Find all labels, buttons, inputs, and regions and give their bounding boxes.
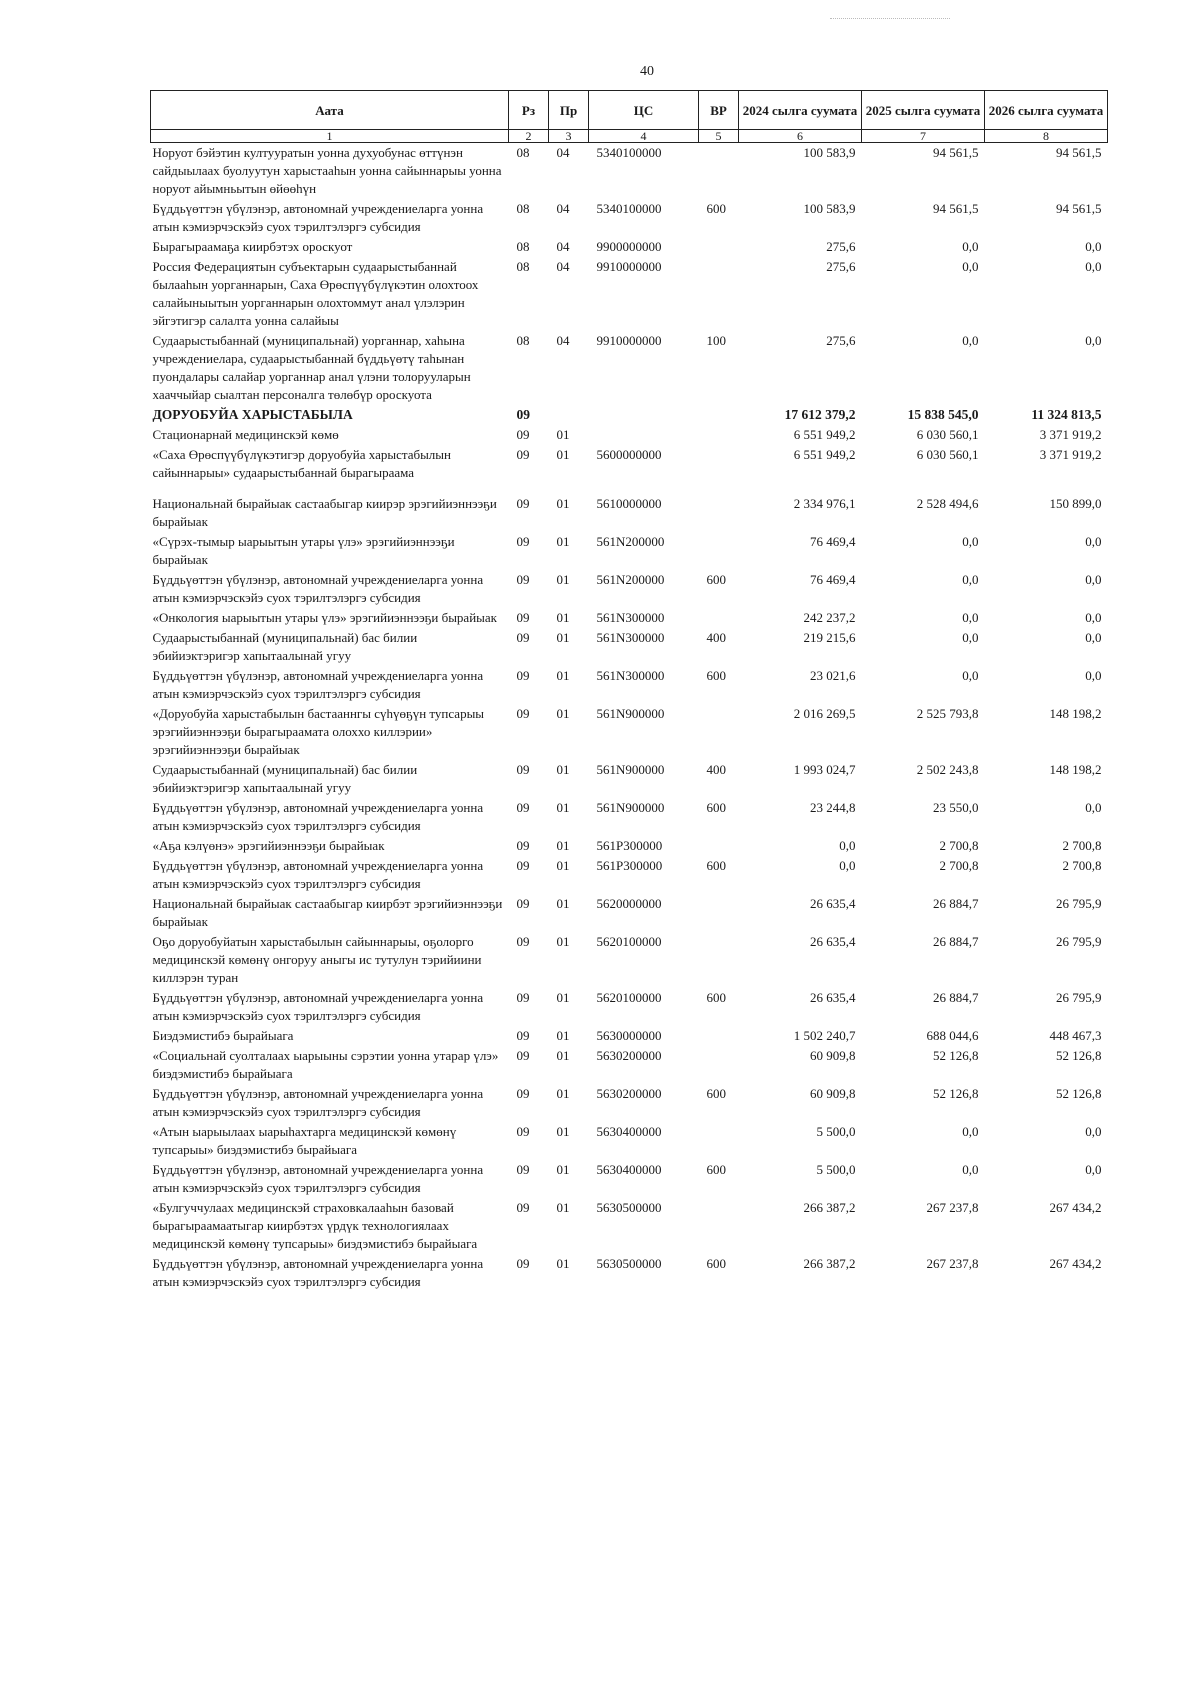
row-name: Бүддьүөттэн үбүлэнэр, автономнай учреждениеларга уонна атын кэмиэрчэскэйэ суох тэрилтэлэргэ субсидия [152,201,484,234]
row-amount-2026: 0,0 [1085,534,1102,549]
row-vr: 400 [706,630,726,645]
row-rz: 08 [516,145,530,160]
row-rz: 09 [516,706,530,721]
row-vr [699,143,739,200]
table-row [151,532,1108,570]
row-rz: 09 [516,668,530,683]
row-cs: 561N900000 [596,706,665,721]
row-amount-2025: 2 525 793,8 [916,706,979,721]
row-amount-2025: 0,0 [962,1124,979,1139]
row-pr: 01 [556,762,570,777]
row-amount-2025: 2 502 243,8 [916,762,979,777]
row-amount-2025: 267 237,8 [926,1200,979,1215]
row-name: Судаарыстыбаннай (муниципальнай) бас билии эбийиэктэригэр хапытаалынай угуу [152,630,418,663]
row-name: Бүддьүөттэн үбүлэнэр, автономнай учреждениеларга уонна атын кэмиэрчэскэйэ суох тэрилтэлэргэ субсидия [152,1086,484,1119]
row-pr: 01 [556,1048,570,1063]
row-pr: 01 [556,896,570,911]
table-section-row [151,405,1108,425]
row-amount-2024: 1 502 240,7 [793,1028,856,1043]
header-vr: ВР [699,91,739,130]
row-pr: 04 [556,201,570,216]
row-pr: 01 [556,858,570,873]
row-amount-2026: 52 126,8 [1056,1048,1102,1063]
row-name: Национальнай бырайыак састаабыгар киирбэт эрэгийиэннээҕи бырайыак [152,896,503,929]
row-pr: 01 [556,496,570,511]
row-rz: 09 [516,1028,530,1043]
row-rz: 09 [516,1086,530,1101]
table-row [151,836,1108,856]
table-row [151,257,1108,331]
row-cs: 5630500000 [596,1200,662,1215]
table-row [151,666,1108,704]
row-pr: 01 [556,706,570,721]
row-vr [699,405,739,425]
row-pr: 01 [556,934,570,949]
table-row [151,988,1108,1026]
row-amount-2025: 688 044,6 [926,1028,979,1043]
row-rz: 09 [516,858,530,873]
row-pr: 01 [556,1086,570,1101]
table-row [151,760,1108,798]
table-row [151,894,1108,932]
row-amount-2024: 60 909,8 [810,1048,856,1063]
row-amount-2025: 15 838 545,0 [907,407,979,422]
row-rz: 09 [516,1200,530,1215]
column-number: 4 [589,130,699,143]
row-pr: 04 [556,239,570,254]
row-amount-2025: 2 700,8 [939,838,979,853]
row-amount-2026: 94 561,5 [1056,145,1102,160]
row-vr: 600 [706,1256,726,1271]
row-cs: 561N300000 [596,668,665,683]
row-amount-2026: 0,0 [1085,668,1102,683]
row-pr: 01 [556,1162,570,1177]
table-row [151,1084,1108,1122]
row-name: «Булгуччулаах медицинскэй страховкалааһын базовай бырагыраамаатыгар киирбэтэх үрдүк технологиялаах медицинскэй көмөнү тупсарыы» биэдэмистибэ бырайыага [152,1200,478,1251]
row-name: «Атын ыарыылаах ыарыһахтарга медицинскэй көмөнү тупсарыы» биэдэмистибэ бырайыага [152,1124,457,1157]
row-amount-2024: 275,6 [826,333,856,348]
row-amount-2025: 0,0 [962,630,979,645]
header-cs: ЦС [589,91,699,130]
row-amount-2025: 6 030 560,1 [916,427,979,442]
row-amount-2024: 266 387,2 [803,1256,856,1271]
table-row [151,932,1108,988]
row-amount-2026: 0,0 [1085,1124,1102,1139]
row-pr: 01 [556,447,570,462]
row-name: Оҕо доруобуйатын харыстабылын сайыннарыы, оҕолорго медицинскэй көмөнү онгоруу аныгы ис тутулун тэрийиини киллэрэн туран [152,934,482,985]
row-name: Бүддьүөттэн үбүлэнэр, автономнай учреждениеларга уонна атын кэмиэрчэскэйэ суох тэрилтэлэргэ субсидия [152,800,484,833]
row-vr [699,1198,739,1254]
row-vr [699,494,739,532]
row-amount-2024: 1 993 024,7 [793,762,856,777]
row-cs: 5630500000 [596,1256,662,1271]
row-amount-2026: 448 467,3 [1049,1028,1102,1043]
row-pr: 04 [556,145,570,160]
table-row [151,445,1108,494]
row-rz: 09 [516,447,530,462]
row-name: Бүддьүөттэн үбүлэнэр, автономнай учреждениеларга уонна атын кэмиэрчэскэйэ суох тэрилтэлэргэ субсидия [152,990,484,1023]
row-name: «Онкология ыарыытын утары үлэ» эрэгийиэннээҕи бырайыак [152,610,497,625]
row-amount-2026: 0,0 [1085,800,1102,815]
table-row [151,143,1108,200]
row-amount-2024: 26 635,4 [810,896,856,911]
row-rz: 09 [516,1124,530,1139]
row-cs: 5600000000 [596,447,662,462]
row-amount-2026: 3 371 919,2 [1039,427,1102,442]
row-amount-2026: 0,0 [1085,1162,1102,1177]
row-name: Россия Федерациятын субъектарын судаарыстыбаннай былааһын уорганнарын, Саха Өрөспүүбүлүкэтин олохтоох салайыныытын уорганнарын олохтоммут анал үлэлэрин эйгэтигэр салалта уонна салайыы [152,259,479,328]
row-amount-2026: 148 198,2 [1049,762,1102,777]
row-amount-2025: 52 126,8 [933,1086,979,1101]
row-name: Бырагыраамаҕа киирбэтэх ороскуот [152,239,353,254]
row-amount-2024: 23 244,8 [810,800,856,815]
row-amount-2024: 2 016 269,5 [793,706,856,721]
row-amount-2024: 219 215,6 [803,630,856,645]
row-amount-2025: 26 884,7 [933,990,979,1005]
row-vr: 600 [706,1086,726,1101]
row-amount-2025: 6 030 560,1 [916,447,979,462]
row-rz: 09 [516,630,530,645]
row-amount-2025: 26 884,7 [933,934,979,949]
row-vr: 400 [706,762,726,777]
row-rz: 09 [516,762,530,777]
row-name: Бүддьүөттэн үбүлэнэр, автономнай учреждениеларга уонна атын кэмиэрчэскэйэ суох тэрилтэлэргэ субсидия [152,858,484,891]
row-name: Бүддьүөттэн үбүлэнэр, автономнай учреждениеларга уонна атын кэмиэрчэскэйэ суох тэрилтэлэргэ субсидия [152,1162,484,1195]
row-cs: 9900000000 [596,239,662,254]
row-cs: 5620100000 [596,990,662,1005]
row-amount-2025: 0,0 [962,534,979,549]
row-amount-2026: 0,0 [1085,630,1102,645]
row-vr [699,237,739,257]
row-pr: 01 [556,1200,570,1215]
row-cs [589,425,699,445]
row-pr: 01 [556,630,570,645]
row-pr: 01 [556,800,570,815]
row-amount-2025: 26 884,7 [933,896,979,911]
row-amount-2026: 267 434,2 [1049,1200,1102,1215]
column-number: 2 [509,130,549,143]
row-amount-2024: 76 469,4 [810,572,856,587]
row-vr: 600 [706,800,726,815]
table-row [151,1122,1108,1160]
row-rz: 08 [516,259,530,274]
row-pr: 04 [556,259,570,274]
row-rz: 09 [516,572,530,587]
row-vr [699,1046,739,1084]
column-number: 8 [985,130,1108,143]
row-vr: 100 [706,333,726,348]
row-vr [699,704,739,760]
row-amount-2026: 148 198,2 [1049,706,1102,721]
table-row [151,608,1108,628]
row-amount-2024: 2 334 976,1 [793,496,856,511]
row-name: «Социальнай суолталаах ыарыыны сэрэтии уонна утарар үлэ» биэдэмистибэ бырайыага [152,1048,499,1081]
row-cs [589,405,699,425]
table-row [151,425,1108,445]
table-row [151,1026,1108,1046]
table-row [151,704,1108,760]
table-row [151,1198,1108,1254]
row-amount-2026: 150 899,0 [1049,496,1102,511]
row-amount-2025: 52 126,8 [933,1048,979,1063]
row-amount-2025: 2 700,8 [939,858,979,873]
row-amount-2026: 26 795,9 [1056,934,1102,949]
row-amount-2026: 0,0 [1085,239,1102,254]
row-name: «Доруобуйа харыстабылын бастааннгы сүһүөҕүн тупсарыы эрэгийиэннээҕи бырагыраамата олоххо киллэрии» эрэгийиэннээҕи бырайыак [152,706,485,757]
row-amount-2026: 52 126,8 [1056,1086,1102,1101]
row-amount-2025: 0,0 [962,239,979,254]
row-pr: 01 [556,990,570,1005]
header-name: Аата [151,91,509,130]
table-row [151,494,1108,532]
row-pr: 01 [556,427,570,442]
row-cs: 9910000000 [596,259,662,274]
row-amount-2024: 60 909,8 [810,1086,856,1101]
row-rz: 09 [516,610,530,625]
row-name: Национальнай бырайыак састаабыгар киирэр эрэгийиэннээҕи бырайыак [152,496,497,529]
row-vr [699,1026,739,1046]
row-amount-2026: 0,0 [1085,610,1102,625]
row-amount-2026: 0,0 [1085,333,1102,348]
column-number: 7 [862,130,985,143]
budget-table [150,90,1108,1292]
row-vr [699,608,739,628]
row-amount-2026: 2 700,8 [1062,838,1102,853]
row-name: Норуот бэйэтин култууратын уонна духуобунас өттүнэн сайдыылаах буолуутун харыстааһын уонна сайыннарыы уонна норуот айымньытын өйөөһүн [152,145,502,196]
row-cs: 5620100000 [596,934,662,949]
row-rz: 09 [516,407,530,422]
row-pr: 01 [556,610,570,625]
table-row [151,199,1108,237]
row-rz: 09 [516,1162,530,1177]
row-amount-2025: 94 561,5 [933,145,979,160]
row-vr [699,894,739,932]
row-cs: 561N300000 [596,630,665,645]
row-rz: 09 [516,534,530,549]
row-rz: 09 [516,800,530,815]
table-row [151,1160,1108,1198]
row-vr: 600 [706,990,726,1005]
row-cs: 561P300000 [596,858,663,873]
table-column-number-row [151,130,1108,143]
row-amount-2024: 5 500,0 [816,1162,856,1177]
row-rz: 09 [516,838,530,853]
row-pr: 01 [556,572,570,587]
row-amount-2024: 26 635,4 [810,934,856,949]
row-vr: 600 [706,1162,726,1177]
table-header-row [151,91,1108,130]
column-number: 1 [151,130,509,143]
row-rz: 08 [516,201,530,216]
row-amount-2024: 76 469,4 [810,534,856,549]
row-amount-2024: 100 583,9 [803,145,856,160]
row-amount-2025: 0,0 [962,1162,979,1177]
row-vr [699,532,739,570]
table-row [151,798,1108,836]
row-vr: 600 [706,201,726,216]
header-pr: Пр [549,91,589,130]
row-name: «Сүрэх-тымыр ыарыытын утары үлэ» эрэгийиэннээҕи бырайыак [152,534,455,567]
row-amount-2024: 6 551 949,2 [793,427,856,442]
row-rz: 09 [516,934,530,949]
row-vr [699,257,739,331]
table-body [151,143,1108,1293]
row-pr: 01 [556,1256,570,1271]
row-name: Бүддьүөттэн үбүлэнэр, автономнай учреждениеларга уонна атын кэмиэрчэскэйэ суох тэрилтэлэргэ субсидия [152,1256,484,1289]
row-name: Судаарыстыбаннай (муниципальнай) уорганнар, хаһына учреждениелара, судаарыстыбаннай бүддьүөтү таһынан пуондалары салайар уорганнар анал үлэни толорууларын хааччыйар сыалтан персоналга төлөбүр ороскуота [152,333,471,402]
table-row [151,1046,1108,1084]
row-amount-2024: 17 612 379,2 [784,407,856,422]
row-name: «Саха Өрөспүүбүлүкэтигэр доруобуйа харыстабылын сайыннарыы» судаарыстыбаннай бырагыраама [152,447,451,480]
table-row [151,331,1108,405]
table-row [151,237,1108,257]
row-amount-2024: 0,0 [839,858,856,873]
column-number: 6 [739,130,862,143]
row-vr: 600 [706,572,726,587]
row-rz: 09 [516,990,530,1005]
row-cs: 5630000000 [596,1028,662,1043]
row-amount-2025: 0,0 [962,668,979,683]
row-amount-2024: 23 021,6 [810,668,856,683]
table-row [151,856,1108,894]
row-amount-2025: 267 237,8 [926,1256,979,1271]
row-cs: 5630200000 [596,1086,662,1101]
row-amount-2026: 26 795,9 [1056,896,1102,911]
row-name: Судаарыстыбаннай (муниципальнай) бас билии эбийиэктэригэр хапытаалынай угуу [152,762,418,795]
table-row [151,1254,1108,1292]
row-rz: 08 [516,239,530,254]
row-cs: 5610000000 [596,496,662,511]
row-pr: 01 [556,534,570,549]
row-amount-2026: 267 434,2 [1049,1256,1102,1271]
row-rz: 09 [516,427,530,442]
row-vr: 600 [706,668,726,683]
row-pr [549,405,589,425]
row-cs: 561N900000 [596,800,665,815]
row-pr: 04 [556,333,570,348]
row-amount-2025: 0,0 [962,333,979,348]
row-cs: 561N900000 [596,762,665,777]
row-rz: 09 [516,496,530,511]
row-name: Стационарнай медицинскэй көмө [152,427,339,442]
row-rz: 09 [516,1256,530,1271]
row-cs: 561N200000 [596,534,665,549]
row-cs: 9910000000 [596,333,662,348]
row-pr: 01 [556,1028,570,1043]
row-amount-2024: 242 237,2 [803,610,856,625]
row-amount-2024: 275,6 [826,259,856,274]
row-cs: 5630400000 [596,1124,662,1139]
row-amount-2025: 0,0 [962,259,979,274]
row-vr [699,425,739,445]
row-amount-2026: 11 324 813,5 [1031,407,1102,422]
row-name: Биэдэмистибэ бырайыага [152,1028,294,1043]
row-amount-2026: 0,0 [1085,572,1102,587]
row-amount-2024: 6 551 949,2 [793,447,856,462]
row-amount-2026: 26 795,9 [1056,990,1102,1005]
row-amount-2026: 94 561,5 [1056,201,1102,216]
row-amount-2026: 3 371 919,2 [1039,447,1102,462]
header-2026: 2026 сылга суумата [985,91,1108,130]
row-amount-2025: 23 550,0 [933,800,979,815]
row-vr [699,836,739,856]
row-vr [699,445,739,494]
row-amount-2024: 100 583,9 [803,201,856,216]
row-cs: 5340100000 [596,145,662,160]
row-amount-2024: 5 500,0 [816,1124,856,1139]
row-rz: 09 [516,1048,530,1063]
row-amount-2024: 0,0 [839,838,856,853]
row-pr: 01 [556,1124,570,1139]
row-cs: 5630200000 [596,1048,662,1063]
row-pr: 01 [556,838,570,853]
row-amount-2024: 266 387,2 [803,1200,856,1215]
row-amount-2025: 0,0 [962,610,979,625]
row-amount-2025: 0,0 [962,572,979,587]
row-amount-2024: 275,6 [826,239,856,254]
row-name: Бүддьүөттэн үбүлэнэр, автономнай учреждениеларга уонна атын кэмиэрчэскэйэ суох тэрилтэлэргэ субсидия [152,572,484,605]
row-amount-2024: 26 635,4 [810,990,856,1005]
row-rz: 08 [516,333,530,348]
row-cs: 5340100000 [596,201,662,216]
row-name: Бүддьүөттэн үбүлэнэр, автономнай учреждениеларга уонна атын кэмиэрчэскэйэ суох тэрилтэлэргэ субсидия [152,668,484,701]
header-2024: 2024 сылга суумата [739,91,862,130]
page-number: 40 [640,64,654,79]
row-pr: 01 [556,668,570,683]
column-number: 3 [549,130,589,143]
table-row [151,570,1108,608]
row-rz: 09 [516,896,530,911]
scan-artifact [830,18,950,21]
row-vr [699,1122,739,1160]
column-number: 5 [699,130,739,143]
row-amount-2026: 2 700,8 [1062,858,1102,873]
row-vr [699,932,739,988]
row-cs: 5620000000 [596,896,662,911]
row-cs: 561P300000 [596,838,663,853]
row-cs: 561N300000 [596,610,665,625]
row-name: «Аҕа кэлүөнэ» эрэгийиэннээҕи бырайыак [152,838,385,853]
row-vr: 600 [706,858,726,873]
table-row [151,628,1108,666]
header-rz: Рз [509,91,549,130]
row-amount-2026: 0,0 [1085,259,1102,274]
row-cs: 561N200000 [596,572,665,587]
row-amount-2025: 94 561,5 [933,201,979,216]
row-cs: 5630400000 [596,1162,662,1177]
row-name: ДОРУОБУЙА ХАРЫСТАБЫЛА [152,407,353,422]
header-2025: 2025 сылга суумата [862,91,985,130]
row-amount-2025: 2 528 494,6 [916,496,979,511]
